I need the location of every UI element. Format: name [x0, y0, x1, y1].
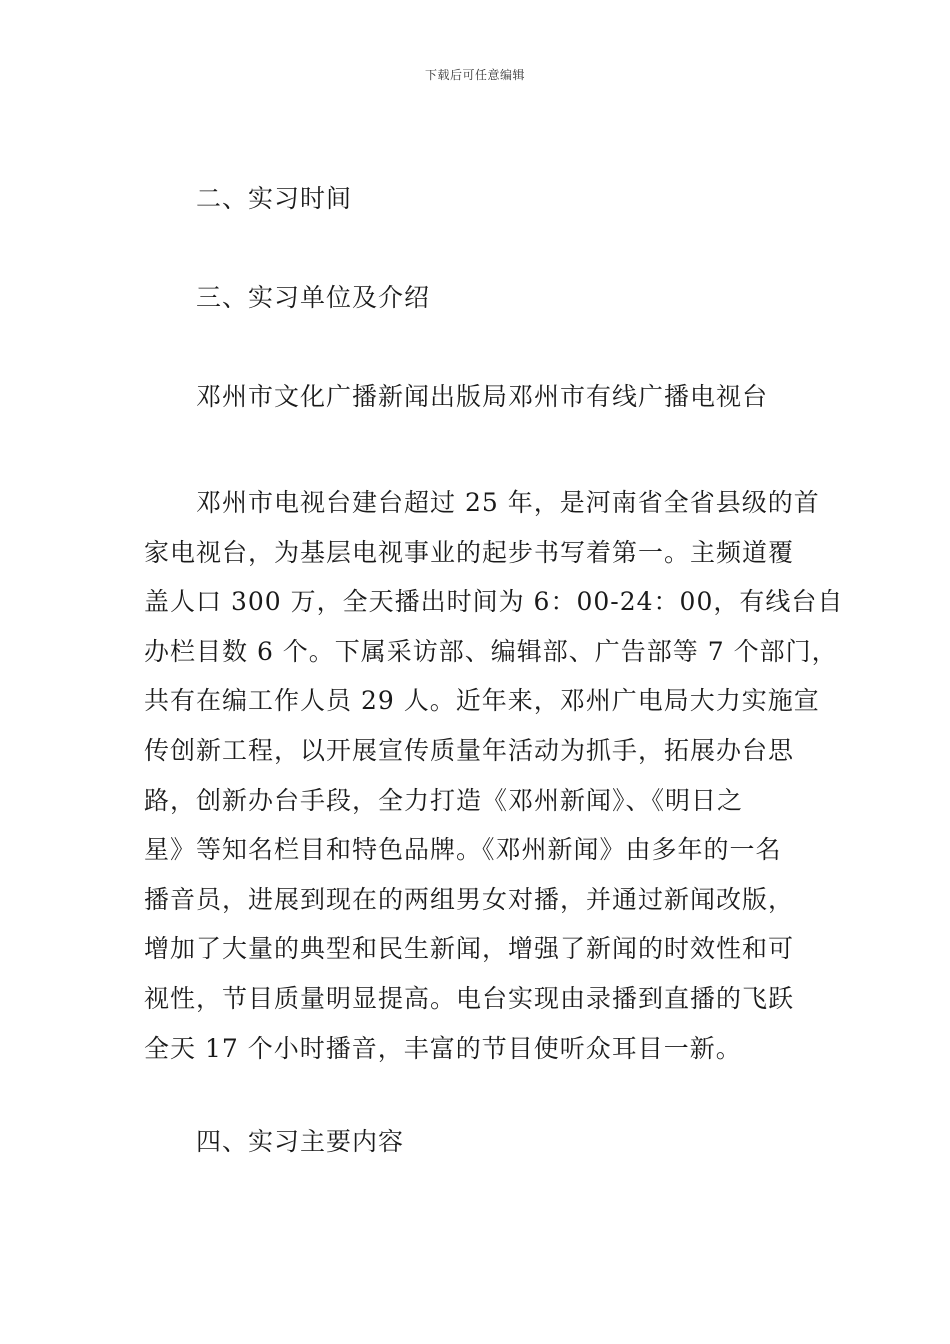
paragraph-line: 全天 17 个小时播音，丰富的节目使听众耳目一新。	[144, 1033, 742, 1063]
paragraph-line: 邓州市电视台建台超过 25 年，是河南省全省县级的首	[196, 488, 820, 517]
paragraph-line: 星》等知名栏目和特色品牌。《邓州新闻》由多年的一名	[144, 835, 782, 865]
paragraph-line: 共有在编工作人员 29 人。近年来，邓州广电局大力实施宣	[144, 686, 820, 716]
paragraph-line: 增加了大量的典型和民生新闻，增强了新闻的时效性和可	[144, 934, 795, 964]
section-heading-internship-content: 四、实习主要内容	[196, 1127, 405, 1156]
paragraph-line: 盖人口 300 万，全天播出时间为 6：00-24：00，有线台自	[144, 587, 844, 617]
paragraph-line: 传创新工程，以开展宣传质量年活动为抓手，拓展办台思	[144, 735, 795, 765]
paragraph-line: 播音员，进展到现在的两组男女对播，并通过新闻改版，	[144, 884, 795, 914]
unit-name-line: 邓州市文化广播新闻出版局邓州市有线广播电视台	[196, 382, 769, 411]
header-note: 下载后可任意编辑	[424, 68, 525, 82]
paragraph-line: 家电视台，为基层电视事业的起步书写着第一。主频道覆	[144, 537, 795, 567]
section-heading-internship-time: 二、实习时间	[196, 184, 353, 213]
section-heading-internship-unit: 三、实习单位及介绍	[196, 283, 431, 312]
paragraph-line: 路，创新办台手段，全力打造《邓州新闻》、《明日之	[144, 785, 744, 815]
intro-paragraph	[144, 478, 844, 1073]
paragraph-line: 视性，节目质量明显提高。电台实现由录播到直播的飞跃	[144, 983, 795, 1013]
paragraph-line: 办栏目数 6 个。下属采访部、编辑部、广告部等 7 个部门，	[144, 636, 838, 666]
